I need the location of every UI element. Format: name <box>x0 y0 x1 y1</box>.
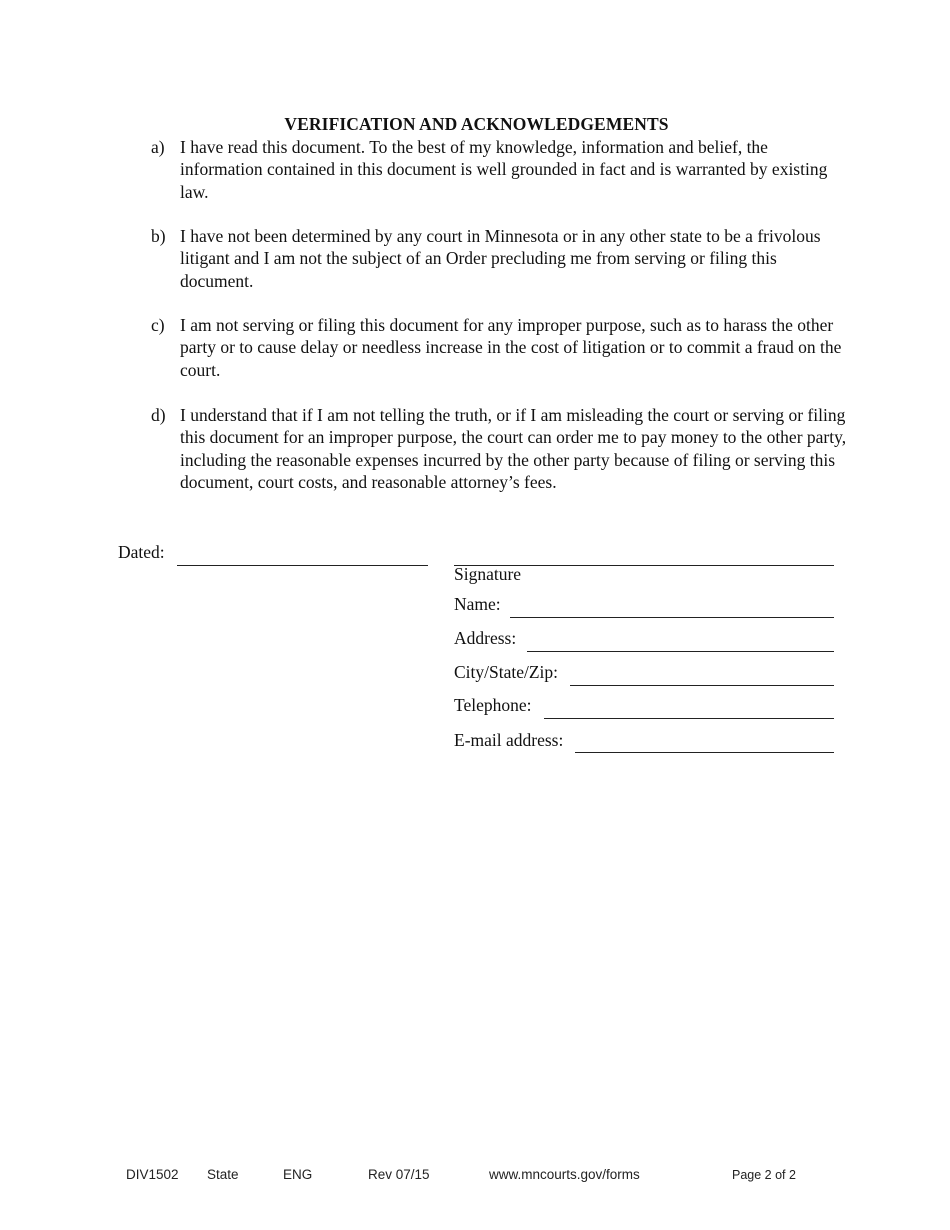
address-label: Address: <box>454 628 517 648</box>
acknowledgement-item-c <box>151 314 851 381</box>
dated-label: Dated: <box>118 542 165 562</box>
footer-page-number: Page 2 of 2 <box>732 1168 796 1182</box>
telephone-field-line[interactable] <box>544 718 834 719</box>
item-text: I have not been determined by any court in Minnesota or in any other state to be a frivolous litigant and I am not the subject of an Order precluding me from serving or filing this document. <box>180 226 821 291</box>
name-label: Name: <box>454 594 501 614</box>
acknowledgement-item-b <box>151 225 851 292</box>
telephone-label: Telephone: <box>454 695 532 715</box>
email-field-line[interactable] <box>575 752 834 753</box>
item-marker: b) <box>151 226 166 246</box>
signature-label: Signature <box>454 564 522 584</box>
item-text: I have read this document. To the best of my knowledge, information and belief, the information contained in this document is well grounded in fact and is warranted by existing law. <box>180 137 828 202</box>
email-label: E-mail address: <box>454 730 564 750</box>
document-title: VERIFICATION AND ACKNOWLEDGEMENTS <box>284 114 669 134</box>
acknowledgement-item-d <box>151 404 851 493</box>
item-text: I understand that if I am not telling the truth, or if I am misleading the court or serving or filing this document for an improper purpose, the court can order me to pay money to the other party, including the reasonable expenses incurred by the other party because of filing or serving this document, court costs, and reasonable attorney’s fees. <box>180 405 847 492</box>
city-state-zip-field-line[interactable] <box>570 685 834 686</box>
address-field-line[interactable] <box>527 651 834 652</box>
city-state-zip-label: City/State/Zip: <box>454 662 559 682</box>
item-marker: c) <box>151 315 165 335</box>
item-text: I am not serving or filing this document for any improper purpose, such as to harass the other party or to cause delay or needless increase in the cost of litigation or to commit a fraud on the court. <box>180 315 842 380</box>
footer-jurisdiction: State <box>207 1167 239 1182</box>
footer-form-code: DIV1502 <box>126 1167 179 1182</box>
item-marker: a) <box>151 137 165 157</box>
footer-revision: Rev 07/15 <box>368 1167 430 1182</box>
footer-url: www.mncourts.gov/forms <box>489 1167 640 1182</box>
footer-language: ENG <box>283 1167 313 1182</box>
acknowledgement-item-a <box>151 136 851 203</box>
item-marker: d) <box>151 405 166 425</box>
name-field-line[interactable] <box>510 617 834 618</box>
dated-field-line[interactable] <box>177 565 428 566</box>
